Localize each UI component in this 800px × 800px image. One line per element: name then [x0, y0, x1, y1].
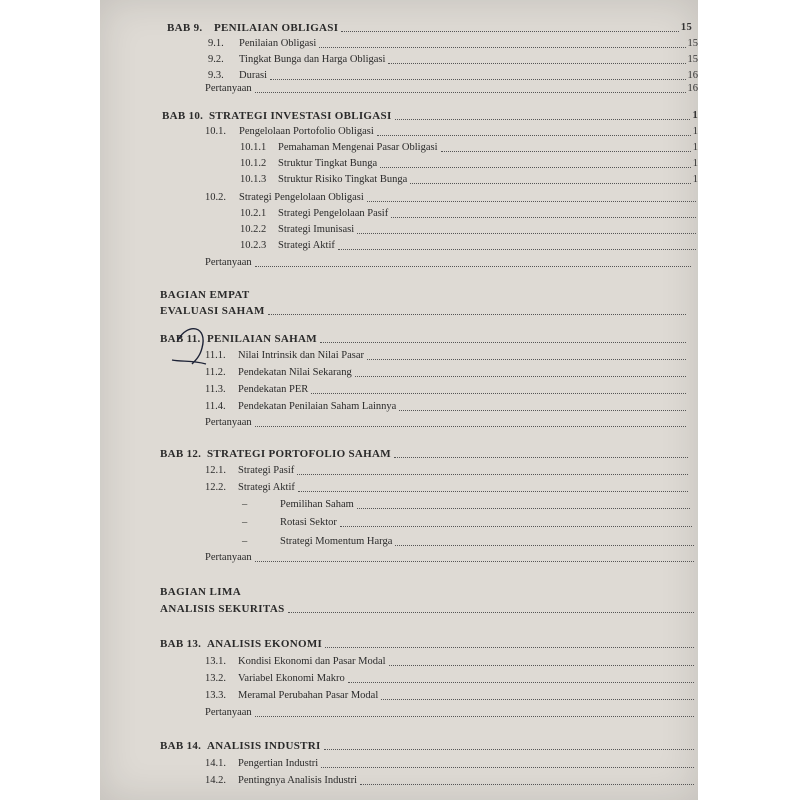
dot-leader: [255, 715, 694, 717]
dot-leader: [355, 375, 686, 377]
chapter-11-heading: [160, 331, 688, 347]
chapter-10-heading: [162, 108, 698, 124]
chapter-9-heading: [167, 20, 692, 36]
toc-entry: [205, 671, 696, 687]
toc-entry: [208, 36, 698, 52]
dot-leader: [357, 232, 696, 234]
dot-leader: [377, 134, 691, 136]
toc-questions: [205, 705, 696, 721]
section-number: 9.2.: [208, 54, 224, 65]
section-title: Durasi: [239, 70, 267, 81]
subsection-number: 10.2.2: [240, 224, 267, 235]
page-number: 1: [692, 174, 698, 185]
dash-marker: –: [242, 517, 248, 528]
page-number: 1: [692, 142, 698, 153]
subsection-title: Pemahaman Mengenai Pasar Obligasi: [278, 142, 438, 153]
toc-bullet: [242, 534, 696, 550]
part-title: EVALUASI SAHAM: [160, 305, 265, 317]
dot-leader: [391, 216, 696, 218]
subsection-number: 10.1.1: [240, 142, 267, 153]
dot-leader: [270, 78, 686, 80]
book-page: [100, 0, 698, 800]
page-number: 16: [687, 70, 698, 81]
section-title: Nilai Intrinsik dan Nilai Pasar: [238, 350, 364, 361]
dot-leader: [255, 425, 686, 427]
dot-leader: [399, 409, 686, 411]
dot-leader: [268, 313, 686, 315]
dot-leader: [298, 490, 688, 492]
subsection-title: Struktur Tingkat Bunga: [278, 158, 378, 169]
subsection-number: 10.2.1: [240, 208, 267, 219]
chapter-title: PENILAIAN OBLIGASI: [214, 22, 339, 34]
section-number: 12.1.: [205, 465, 226, 476]
section-number: 9.1.: [208, 38, 224, 49]
section-title: Penilaian Obligasi: [239, 38, 317, 49]
bullet-title: Rotasi Sektor: [280, 517, 337, 528]
section-number: 9.3.: [208, 70, 224, 81]
chapter-number: BAB 13.: [160, 638, 202, 650]
toc-questions: [205, 415, 688, 431]
page-number: 1: [692, 158, 698, 169]
dot-leader: [255, 265, 691, 267]
dot-leader: [255, 91, 686, 93]
section-title: Kondisi Ekonomi dan Pasar Modal: [238, 656, 386, 667]
questions-label: Pertanyaan: [205, 417, 252, 428]
section-number: 11.3.: [205, 384, 226, 395]
section-title: Strategi Pengelolaan Obligasi: [239, 192, 364, 203]
chapter-title: STRATEGI PORTOFOLIO SAHAM: [207, 448, 391, 460]
part-label: BAGIAN LIMA: [160, 586, 242, 598]
chapter-14-heading: [160, 738, 696, 754]
dot-leader: [380, 166, 691, 168]
dot-leader: [357, 507, 690, 509]
toc-subentry: [240, 222, 698, 238]
toc-entry: [205, 773, 696, 789]
toc-bullet: [242, 497, 692, 513]
chapter-number: BAB 9.: [167, 22, 203, 34]
toc-subentry: [240, 172, 698, 188]
page-number: 15: [687, 54, 698, 65]
dot-leader: [320, 341, 686, 343]
section-number: 10.1.: [205, 126, 226, 137]
part-four-heading: [160, 287, 460, 303]
dot-leader: [388, 62, 685, 64]
bullet-title: Strategi Momentum Harga: [280, 536, 393, 547]
toc-bullet: [242, 515, 694, 531]
subsection-title: Struktur Risiko Tingkat Bunga: [278, 174, 408, 185]
questions-label: Pertanyaan: [205, 707, 252, 718]
part-four-title: [160, 303, 688, 319]
questions-label: Pertanyaan: [205, 552, 252, 563]
dot-leader: [311, 392, 686, 394]
toc-subentry: [240, 156, 698, 172]
section-title: Pengertian Industri: [238, 758, 319, 769]
page-number: 16: [687, 83, 698, 94]
page-number: 15: [687, 38, 698, 49]
toc-entry: [208, 52, 698, 68]
section-title: Strategi Pasif: [238, 465, 295, 476]
section-number: 13.2.: [205, 673, 226, 684]
dot-leader: [367, 200, 696, 202]
dot-leader: [441, 150, 691, 152]
page-number: 15: [680, 22, 692, 33]
table-of-contents: [100, 0, 698, 800]
dot-leader: [348, 681, 694, 683]
questions-label: Pertanyaan: [205, 83, 252, 94]
subsection-number: 10.1.2: [240, 158, 267, 169]
section-title: Pengelolaan Portofolio Obligasi: [239, 126, 374, 137]
section-title: Pentingnya Analisis Industri: [238, 775, 357, 786]
dot-leader: [395, 118, 691, 120]
section-title: Strategi Aktif: [238, 482, 295, 493]
dot-leader: [394, 456, 688, 458]
toc-entry: [205, 382, 688, 398]
section-title: Meramal Perubahan Pasar Modal: [238, 690, 379, 701]
section-number: 11.1.: [205, 350, 226, 361]
section-number: 13.3.: [205, 690, 226, 701]
section-title: Tingkat Bunga dan Harga Obligasi: [239, 54, 386, 65]
dot-leader: [255, 560, 694, 562]
dash-marker: –: [242, 499, 248, 510]
dot-leader: [297, 473, 688, 475]
dot-leader: [319, 46, 685, 48]
part-five-title: [160, 601, 696, 617]
toc-subentry: [240, 206, 698, 222]
chapter-title: PENILAIAN SAHAM: [207, 333, 317, 345]
dot-leader: [341, 30, 679, 32]
chapter-title: ANALISIS INDUSTRI: [207, 740, 321, 752]
dot-leader: [389, 664, 694, 666]
toc-subentry: [240, 140, 698, 156]
toc-entry: [205, 688, 696, 704]
dot-leader: [338, 248, 696, 250]
part-label: BAGIAN EMPAT: [160, 289, 250, 301]
section-title: Pendekatan PER: [238, 384, 309, 395]
chapter-number: BAB 14.: [160, 740, 202, 752]
chapter-number: BAB 10.: [162, 110, 204, 122]
chapter-title: ANALISIS EKONOMI: [207, 638, 323, 650]
dot-leader: [395, 544, 694, 546]
dot-leader: [340, 525, 692, 527]
toc-entry: [205, 348, 688, 364]
toc-entry: [205, 190, 698, 206]
section-number: 11.4.: [205, 401, 226, 412]
section-title: Variabel Ekonomi Makro: [238, 673, 345, 684]
toc-entry: [205, 480, 690, 496]
part-five-heading: [160, 584, 460, 600]
toc-entry: [205, 399, 688, 415]
dot-leader: [360, 783, 694, 785]
toc-entry: [205, 463, 690, 479]
questions-label: Pertanyaan: [205, 257, 252, 268]
bullet-title: Pemilihan Saham: [280, 499, 354, 510]
dot-leader: [410, 182, 691, 184]
section-number: 10.2.: [205, 192, 226, 203]
section-number: 14.2.: [205, 775, 226, 786]
toc-entry: [205, 365, 688, 381]
dot-leader: [288, 611, 694, 613]
subsection-title: Strategi Pengelolaan Pasif: [278, 208, 389, 219]
dot-leader: [381, 698, 694, 700]
dot-leader: [325, 646, 694, 648]
toc-entry: [205, 756, 696, 772]
page-number: 1: [692, 126, 698, 137]
chapter-number: BAB 12.: [160, 448, 202, 460]
chapter-12-heading: [160, 446, 690, 462]
toc-entry: [205, 654, 696, 670]
toc-entry: [205, 124, 698, 140]
section-number: 14.1.: [205, 758, 226, 769]
subsection-title: Strategi Imunisasi: [278, 224, 355, 235]
chapter-title: STRATEGI INVESTASI OBLIGASI: [209, 110, 392, 122]
dot-leader: [324, 748, 694, 750]
toc-subentry: [240, 238, 698, 254]
subsection-number: 10.1.3: [240, 174, 267, 185]
section-title: Pendekatan Penilaian Saham Lainnya: [238, 401, 397, 412]
dot-leader: [367, 358, 686, 360]
chapter-number: BAB 11.: [160, 333, 201, 345]
page-number: 1: [692, 110, 698, 121]
toc-questions: [205, 550, 696, 566]
dash-marker: –: [242, 536, 248, 547]
subsection-title: Strategi Aktif: [278, 240, 335, 251]
toc-questions: [205, 255, 693, 271]
section-number: 13.1.: [205, 656, 226, 667]
toc-questions: [205, 81, 698, 97]
dot-leader: [321, 766, 694, 768]
section-title: Pendekatan Nilai Sekarang: [238, 367, 352, 378]
section-number: 11.2.: [205, 367, 226, 378]
subsection-number: 10.2.3: [240, 240, 267, 251]
chapter-13-heading: [160, 636, 696, 652]
section-number: 12.2.: [205, 482, 226, 493]
part-title: ANALISIS SEKURITAS: [160, 603, 285, 615]
